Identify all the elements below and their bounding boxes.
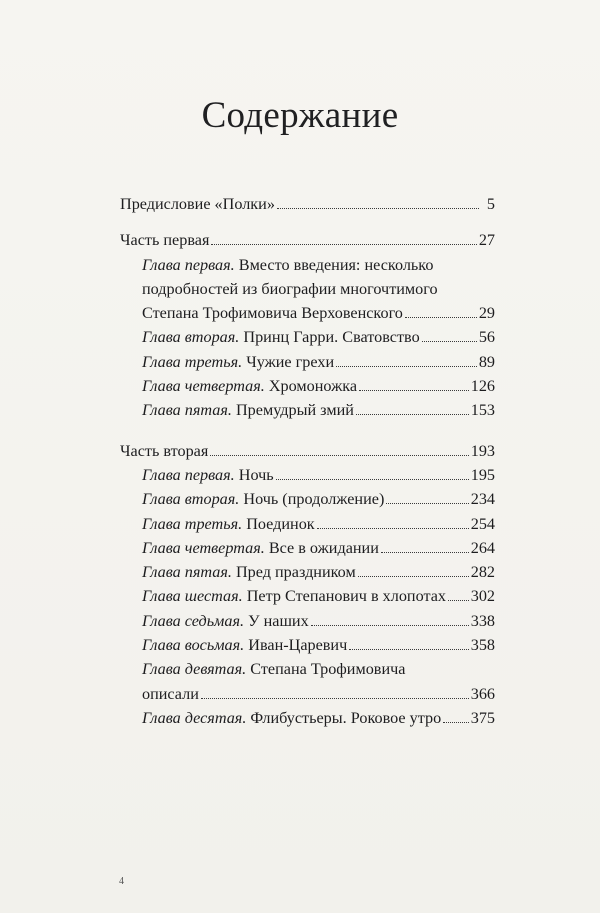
toc-page-number: 302 xyxy=(470,587,495,606)
toc-entry-label xyxy=(142,560,356,584)
leader-dots xyxy=(277,207,479,209)
chapter-title: Флибустьеры. Роковое утро xyxy=(246,708,442,727)
toc-entry-label xyxy=(142,398,354,422)
toc-page-number: 338 xyxy=(470,611,495,630)
toc-page-number: 153 xyxy=(470,401,495,420)
toc-page-number: 89 xyxy=(478,352,495,371)
leader-dots xyxy=(381,551,469,553)
chapter-title: У наших xyxy=(244,611,309,630)
toc-page-number: 264 xyxy=(470,538,495,557)
toc-page-number: 234 xyxy=(470,490,495,509)
toc-entry-label: Часть первая xyxy=(120,231,210,250)
toc-page-number: 193 xyxy=(470,441,495,460)
chapter-prefix: Глава первая. xyxy=(142,255,235,274)
toc-entry-part2-chapter8[interactable] xyxy=(120,633,495,657)
chapter-title-line: Вместо введения: несколько xyxy=(234,255,434,274)
leader-dots xyxy=(317,527,469,529)
chapter-title-line: Степана Трофимовича xyxy=(246,660,406,679)
chapter-title: Поединок xyxy=(242,514,315,533)
toc-page-number: 126 xyxy=(470,377,495,396)
toc-page-number: 195 xyxy=(470,465,495,484)
toc-entry-label xyxy=(142,487,384,511)
toc-entry-label xyxy=(142,584,446,608)
leader-dots xyxy=(201,697,469,699)
toc-entry-part2-chapter6[interactable] xyxy=(120,584,495,608)
toc-entry-preface[interactable] xyxy=(120,192,495,216)
chapter-prefix: Глава вторая. xyxy=(142,328,240,347)
toc-entry-label xyxy=(142,512,315,536)
toc-page-number: 375 xyxy=(470,708,495,727)
toc-entry-label xyxy=(142,706,441,730)
chapter-prefix: Глава восьмая. xyxy=(142,636,245,655)
toc-entry-part2-chapter5[interactable] xyxy=(120,560,495,584)
toc-entry-part2-chapter3[interactable] xyxy=(120,512,495,536)
chapter-title: Чужие грехи xyxy=(242,352,335,371)
leader-dots xyxy=(356,413,469,415)
chapter-title-line: Степана Трофимовича Верховенского xyxy=(142,304,403,323)
chapter-title-line: описали xyxy=(142,684,199,703)
toc-page-number: 56 xyxy=(478,328,495,347)
toc-entry-part-two[interactable] xyxy=(120,439,495,463)
toc-entry-label xyxy=(142,609,309,633)
page-title: Содержание xyxy=(201,95,399,136)
leader-dots xyxy=(276,478,469,480)
toc-entry-label xyxy=(142,374,357,398)
toc-entry-label xyxy=(142,350,334,374)
chapter-title: Принц Гарри. Сватовство xyxy=(239,328,420,347)
leader-dots xyxy=(349,648,468,650)
toc-entry-part2-chapter2[interactable] xyxy=(120,487,495,511)
leader-dots xyxy=(311,624,469,626)
chapter-title: Петр Степанович в хлопотах xyxy=(242,587,447,606)
toc-entry-label xyxy=(142,633,347,657)
leader-dots xyxy=(448,599,469,601)
leader-dots xyxy=(359,389,469,391)
chapter-prefix: Глава шестая. xyxy=(142,587,243,606)
toc-entry-line xyxy=(120,301,495,325)
toc-page-number: 366 xyxy=(470,684,495,703)
chapter-prefix: Глава третья. xyxy=(142,352,243,371)
toc-entry-part1-chapter2[interactable] xyxy=(120,325,495,349)
chapter-prefix: Глава пятая. xyxy=(142,563,232,582)
toc-entry-label xyxy=(142,325,420,349)
chapter-prefix: Глава четвертая. xyxy=(142,377,265,396)
page-footer-mark: 4 xyxy=(119,876,124,887)
chapter-title: Премудрый змий xyxy=(231,401,354,420)
toc-entry-part1-chapter3[interactable] xyxy=(120,350,495,374)
chapter-title: Ночь (продолжение) xyxy=(239,490,385,509)
leader-dots xyxy=(386,502,468,504)
toc-page-number: 27 xyxy=(478,231,495,250)
toc-entry-part2-chapter10[interactable] xyxy=(120,706,495,730)
leader-dots xyxy=(405,316,477,318)
toc-entry-part1-chapter5[interactable] xyxy=(120,398,495,422)
leader-dots xyxy=(336,365,477,367)
chapter-prefix: Глава девятая. xyxy=(142,660,247,679)
toc-page-number: 254 xyxy=(470,514,495,533)
leader-dots xyxy=(422,340,477,342)
chapter-prefix: Глава десятая. xyxy=(142,708,247,727)
leader-dots xyxy=(211,243,476,245)
toc-entry-part2-chapter9[interactable] xyxy=(120,657,495,706)
toc-entry-label: Предисловие «Полки» xyxy=(120,195,275,213)
toc-page-number: 5 xyxy=(486,195,495,213)
table-of-contents xyxy=(120,192,495,730)
chapter-title-line: подробностей из биографии многочтимого xyxy=(142,279,438,298)
chapter-title: Все в ожидании xyxy=(264,538,379,557)
chapter-title: Пред праздником xyxy=(231,563,356,582)
toc-entry-part2-chapter1[interactable] xyxy=(120,463,495,487)
leader-dots xyxy=(358,575,469,577)
toc-entry-part1-chapter1[interactable] xyxy=(120,253,495,326)
chapter-prefix: Глава первая. xyxy=(142,465,235,484)
toc-entry-label: Часть вторая xyxy=(120,441,209,460)
leader-dots xyxy=(210,454,468,456)
toc-entry-line xyxy=(120,253,495,277)
chapter-title: Ночь xyxy=(234,465,274,484)
toc-entry-label xyxy=(142,463,274,487)
chapter-prefix: Глава четвертая. xyxy=(142,538,265,557)
leader-dots xyxy=(443,721,469,723)
toc-page-number: 282 xyxy=(470,563,495,582)
chapter-prefix: Глава вторая. xyxy=(142,490,240,509)
toc-entry-label xyxy=(142,536,379,560)
toc-entry-part1-chapter4[interactable] xyxy=(120,374,495,398)
toc-entry-part-one[interactable] xyxy=(120,228,495,252)
toc-entry-part2-chapter4[interactable] xyxy=(120,536,495,560)
chapter-title: Иван-Царевич xyxy=(244,636,348,655)
chapter-title: Хромоножка xyxy=(264,377,358,396)
toc-entry-line xyxy=(120,682,495,706)
toc-page-number: 29 xyxy=(478,304,495,323)
chapter-prefix: Глава пятая. xyxy=(142,401,232,420)
toc-entry-line xyxy=(120,657,495,681)
chapter-prefix: Глава третья. xyxy=(142,514,243,533)
chapter-prefix: Глава седьмая. xyxy=(142,611,245,630)
toc-entry-part2-chapter7[interactable] xyxy=(120,609,495,633)
toc-page-number: 358 xyxy=(470,636,495,655)
